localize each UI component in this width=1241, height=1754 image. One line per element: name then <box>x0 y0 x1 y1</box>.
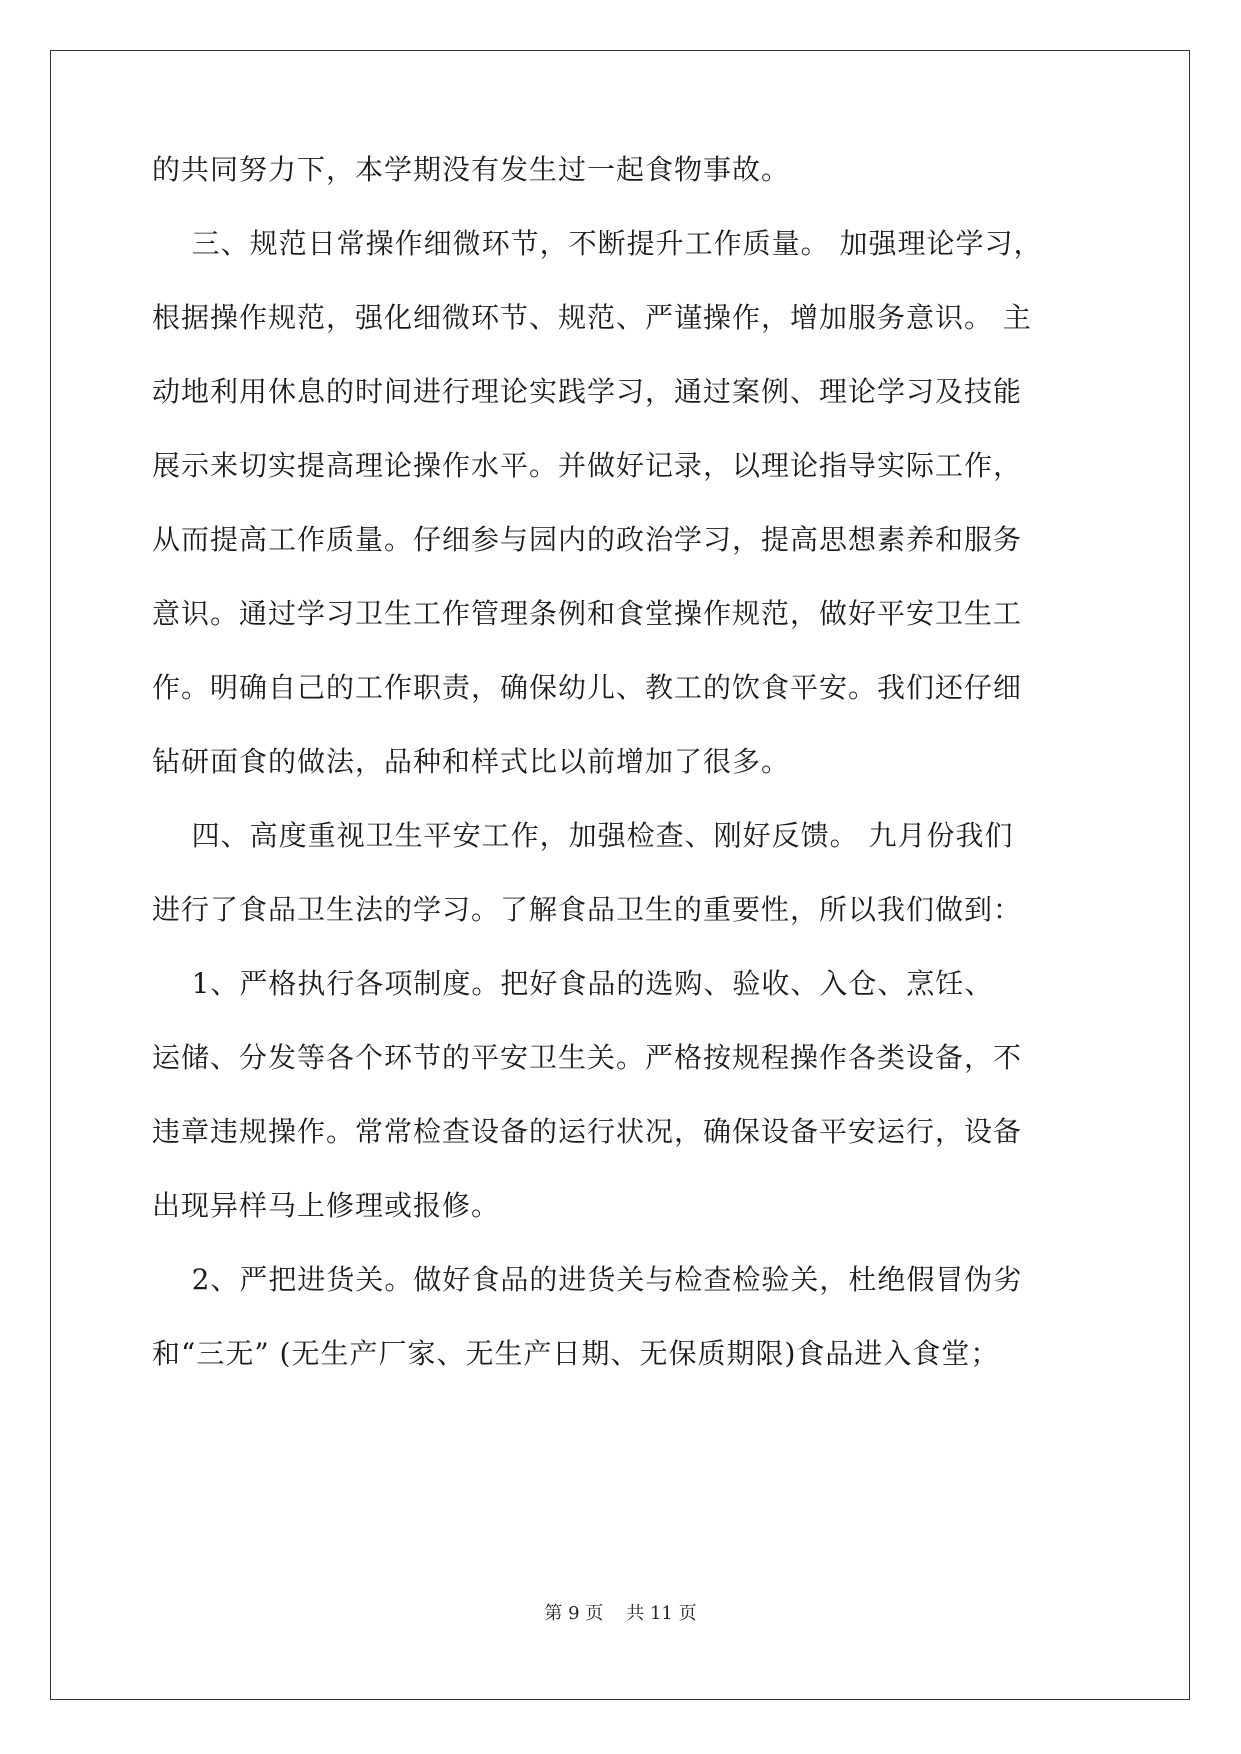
text-line: 1、严格执行各项制度。把好食品的选购、验收、入仓、烹饪、 <box>152 967 994 1000</box>
text-line: 三、规范日常操作细微环节，不断提升工作质量。 加强理论学习， <box>152 227 1043 260</box>
text-line: 根据操作规范，强化细微环节、规范、严谨操作，增加服务意识。 主 <box>152 301 1032 334</box>
text-line: 的共同努力下，本学期没有发生过一起食物事故。 <box>152 153 791 186</box>
text-line: 展示来切实提高理论操作水平。并做好记录，以理论指导实际工作， <box>152 449 1023 482</box>
page-footer <box>0 1602 1241 1626</box>
text-line: 运储、分发等各个环节的平安卫生关。严格按规程操作各类设备，不 <box>152 1041 1023 1074</box>
text-line: 从而提高工作质量。仔细参与园内的政治学习，提高思想素养和服务 <box>152 523 1023 556</box>
text-line: 2、严把进货关。做好食品的进货关与检查检验关，杜绝假冒伪劣 <box>152 1263 1023 1296</box>
text-line: 意识。通过学习卫生工作管理条例和食堂操作规范，做好平安卫生工 <box>152 597 1023 630</box>
text-line: 四、高度重视卫生平安工作，加强检查、刚好反馈。 九月份我们 <box>152 819 1014 852</box>
text-line: 和“三无” (无生产厂家、无生产日期、无保质期限)食品进入食堂； <box>152 1337 1000 1370</box>
text-line: 钻研面食的做法，品种和样式比以前增加了很多。 <box>152 745 791 778</box>
text-line: 违章违规操作。常常检查设备的运行状况，确保设备平安运行，设备 <box>152 1115 1023 1148</box>
text-line: 出现异样马上修理或报修。 <box>152 1189 501 1222</box>
text-line: 动地利用休息的时间进行理论实践学习，通过案例、理论学习及技能 <box>152 375 1023 408</box>
page-border <box>50 50 1190 1700</box>
page-number: 第 9 页 <box>544 1603 604 1624</box>
text-line: 作。明确自己的工作职责，确保幼儿、教工的饮食平安。我们还仔细 <box>152 671 1023 704</box>
page-total: 共 11 页 <box>626 1603 697 1624</box>
text-line: 进行了食品卫生法的学习。了解食品卫生的重要性，所以我们做到： <box>152 893 1023 926</box>
